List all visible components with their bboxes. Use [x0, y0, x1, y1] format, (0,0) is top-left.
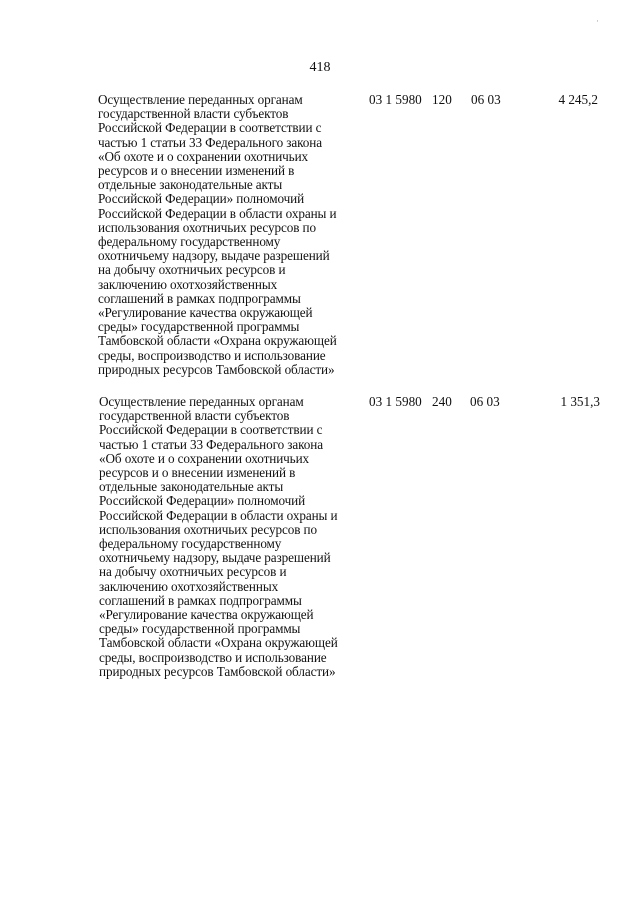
row-description: Осуществление переданных органам государственной власти субъектов Российской Федерации в соответствии с частью 1 статьи 33 Федерального закона «Об охоте и о сохранении охотничьих ресурсов и о внесении изменений в отдельные законодательные акты Российской Федерации» полномочий Российской Федерации в области охраны и использования охотничьих ресурсов по федеральному государственному охотничьему надзору, выдаче разрешений на добычу охотничьих ресурсов и заключению охотхозяйственных соглашений в рамках подпрограммы «Регулирование качества окружающей среды» государственной программы Тамбовской области «Охрана окружающей среды, воспроизводство и использование природных ресурсов Тамбовской области» [98, 92, 337, 377]
section-code: 06 03 [470, 394, 500, 409]
expense-type-code: 240 [432, 394, 452, 409]
amount: 4 245,2 [558, 92, 598, 107]
target-article-code: 03 1 5980 [369, 394, 422, 409]
scan-speck: · [596, 16, 599, 26]
expense-type-code: 120 [432, 92, 452, 107]
amount: 1 351,3 [560, 394, 600, 409]
section-code: 06 03 [471, 92, 501, 107]
row-description: Осуществление переданных органам государственной власти субъектов Российской Федерации в соответствии с частью 1 статьи 33 Федерального закона «Об охоте и о сохранении охотничьих ресурсов и о внесении изменений в отдельные законодательные акты Российской Федерации» полномочий Российской Федерации в области охраны и использования охотничьих ресурсов по федеральному государственному охотничьему надзору, выдаче разрешений на добычу охотничьих ресурсов и заключению охотхозяйственных соглашений в рамках подпрограммы «Регулирование качества окружающей среды» государственной программы Тамбовской области «Охрана окружающей среды, воспроизводство и использование природных ресурсов Тамбовской области» [99, 394, 338, 679]
page-number: 418 [309, 60, 331, 75]
target-article-code: 03 1 5980 [369, 92, 422, 107]
